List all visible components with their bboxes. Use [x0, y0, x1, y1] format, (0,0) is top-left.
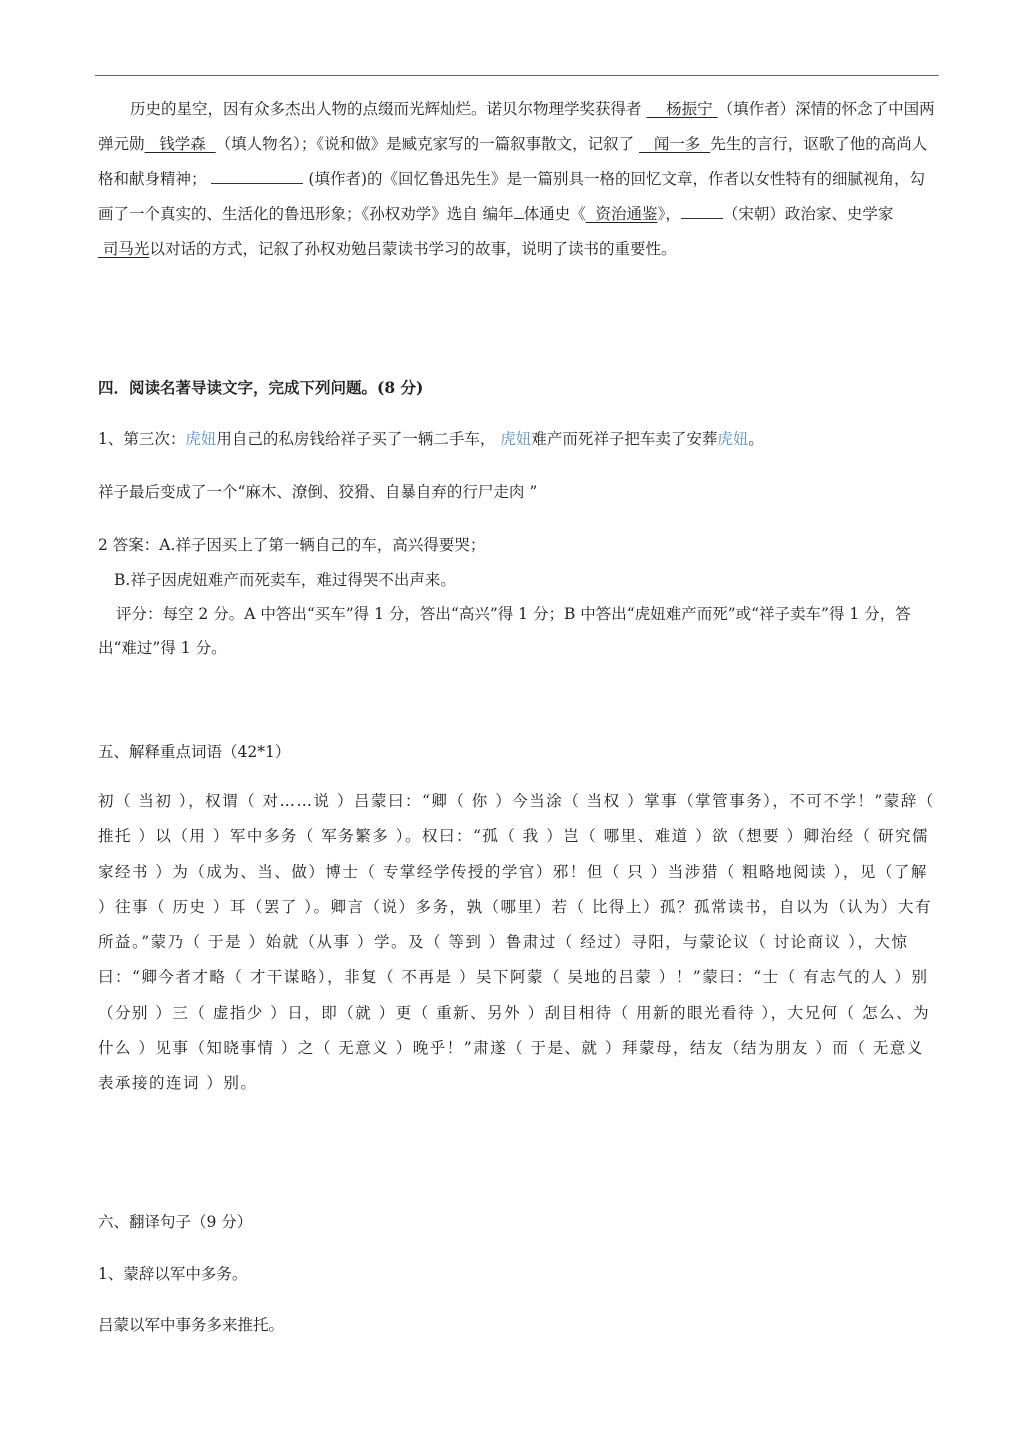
name-highlight: 虎妞: [717, 430, 749, 448]
text: 历史的星空，因有众多杰出人物的点缀而光辉灿烂。诺贝尔物理学奖获得者: [130, 100, 642, 118]
name-highlight: 虎妞: [185, 430, 217, 448]
s4-scoring: 评分：每空 2 分。A 中答出“买车”得 1 分，答出“高兴”得 1 分；B 中答出“虎妞难产而死”或“祥子卖车”得 1 分，答出“难过”得 1 分。: [98, 605, 911, 657]
text: 难产而死祥子把车卖了安葬: [531, 430, 718, 448]
intro-paragraph: [98, 92, 938, 267]
blank-answer: [514, 202, 524, 219]
s4-line-1: [98, 422, 938, 456]
text: 1、第三次：: [98, 430, 186, 448]
text: (填作者)的《回忆鲁迅先生》是一篇别具一格的回忆文章，作者以女性特有的细腻视角，勾画了一个真实的、生活化的鲁迅形象；《孙权劝学》选自 编年: [98, 170, 925, 223]
text: （宋朝）政治家、史学家: [722, 205, 894, 223]
text: 体通史《: [523, 205, 586, 223]
text: （填作者）深情的怀念了中国两弹元勋: [98, 100, 935, 153]
blank-answer: [211, 167, 303, 184]
answer-wenyiduo: 闻一多: [639, 135, 711, 153]
answer-zizhitongjian: 资治通鉴: [585, 205, 658, 223]
s4-answer-a: 2 答案：A.祥子因买上了第一辆自己的车，高兴得要哭；: [98, 536, 486, 554]
text: 用自己的私房钱给祥子买了一辆二手车，: [216, 430, 496, 448]
section-5-heading: 五、解释重点词语（42*1）: [98, 743, 291, 761]
s6-answer-1: 吕蒙以军中事务多来推托。: [98, 1316, 285, 1334]
section-4-heading: 四．阅读名著导读文字，完成下列问题。(8 分): [98, 378, 424, 397]
section-6-heading: 六、翻译句子（9 分）: [98, 1213, 253, 1231]
s5-vocab-paragraph: 初（ 当初 ），权谓（ 对……说 ）吕蒙曰：“卿（ 你 ）今当涂（ 当权 ）掌事（掌管事务），不可不学！”蒙辞（ 推托 ）以（用 ）军中多务（ 军务繁多 ）。权曰：“孤（ 我 ）岂（ 哪里、难道 ）欲（想要 ）卿治经（ 研究儒家经书 ）为（成为、当、做）博士（ 专掌经学传授的学官）邪！但（ 只 ）当涉猎（ 粗略地阅读 ），见（了解 ）往事（ 历史 ）耳（罢了 ）。卿言（说）多务，孰（哪里）若（ 比得上）孤？孤常读书，自以为（认为）大有所益。”蒙乃（ 于是 ）始就（从事 ）学。及（ 等到 ）鲁肃过（ 经过）寻阳，与蒙论议（ 讨论商议 ），大惊曰：“卿今者才略（ 才干谋略），非复（ 不再是 ）吴下阿蒙（ 吴地的吕蒙 ）！”蒙曰：“士（ 有志气的人 ）别（分别 ）三（ 虚指少 ）日，即（就 ）更（ 重新、另外 ）刮目相待（ 用新的眼光看待 ），大兄何（ 怎么、为什么 ）见事（知晓事情 ）之（ 无意义 ）晚乎！”肃遂（ 于是、就 ）拜蒙母，结友（结为朋友 ）而（ 无意义表承接的连词 ）别。: [98, 792, 935, 1093]
blank-answer: [681, 202, 723, 219]
text: 以对话的方式，记叙了孙权劝勉吕蒙读书学习的故事，说明了读书的重要性。: [149, 240, 677, 258]
header-rule: [95, 75, 939, 76]
answer-qianxuesen: 钱学森: [144, 135, 216, 153]
text: （填人物名）；《说和做》是臧克家写的一篇叙事散文，记叙了: [215, 135, 635, 153]
s6-question-1: 1、蒙辞以军中多务。: [98, 1265, 248, 1283]
text: 》，: [657, 205, 681, 223]
s4-answer-b: B.祥子因虎妞难产而死卖车，难过得哭不出声来。: [114, 571, 456, 589]
name-highlight: 虎妞: [500, 430, 532, 448]
text: 。: [748, 430, 764, 448]
text: 先生的言行，讴歌了他的高尚人格和献身精神；: [98, 135, 928, 188]
s4-line-2: 祥子最后变成了一个“麻木、潦倒、狡猾、自暴自弃的行尸走肉 ”: [98, 483, 538, 501]
answer-simaguang: 司马光: [98, 240, 150, 258]
answer-yangzhenning: 杨振宁: [646, 100, 718, 118]
